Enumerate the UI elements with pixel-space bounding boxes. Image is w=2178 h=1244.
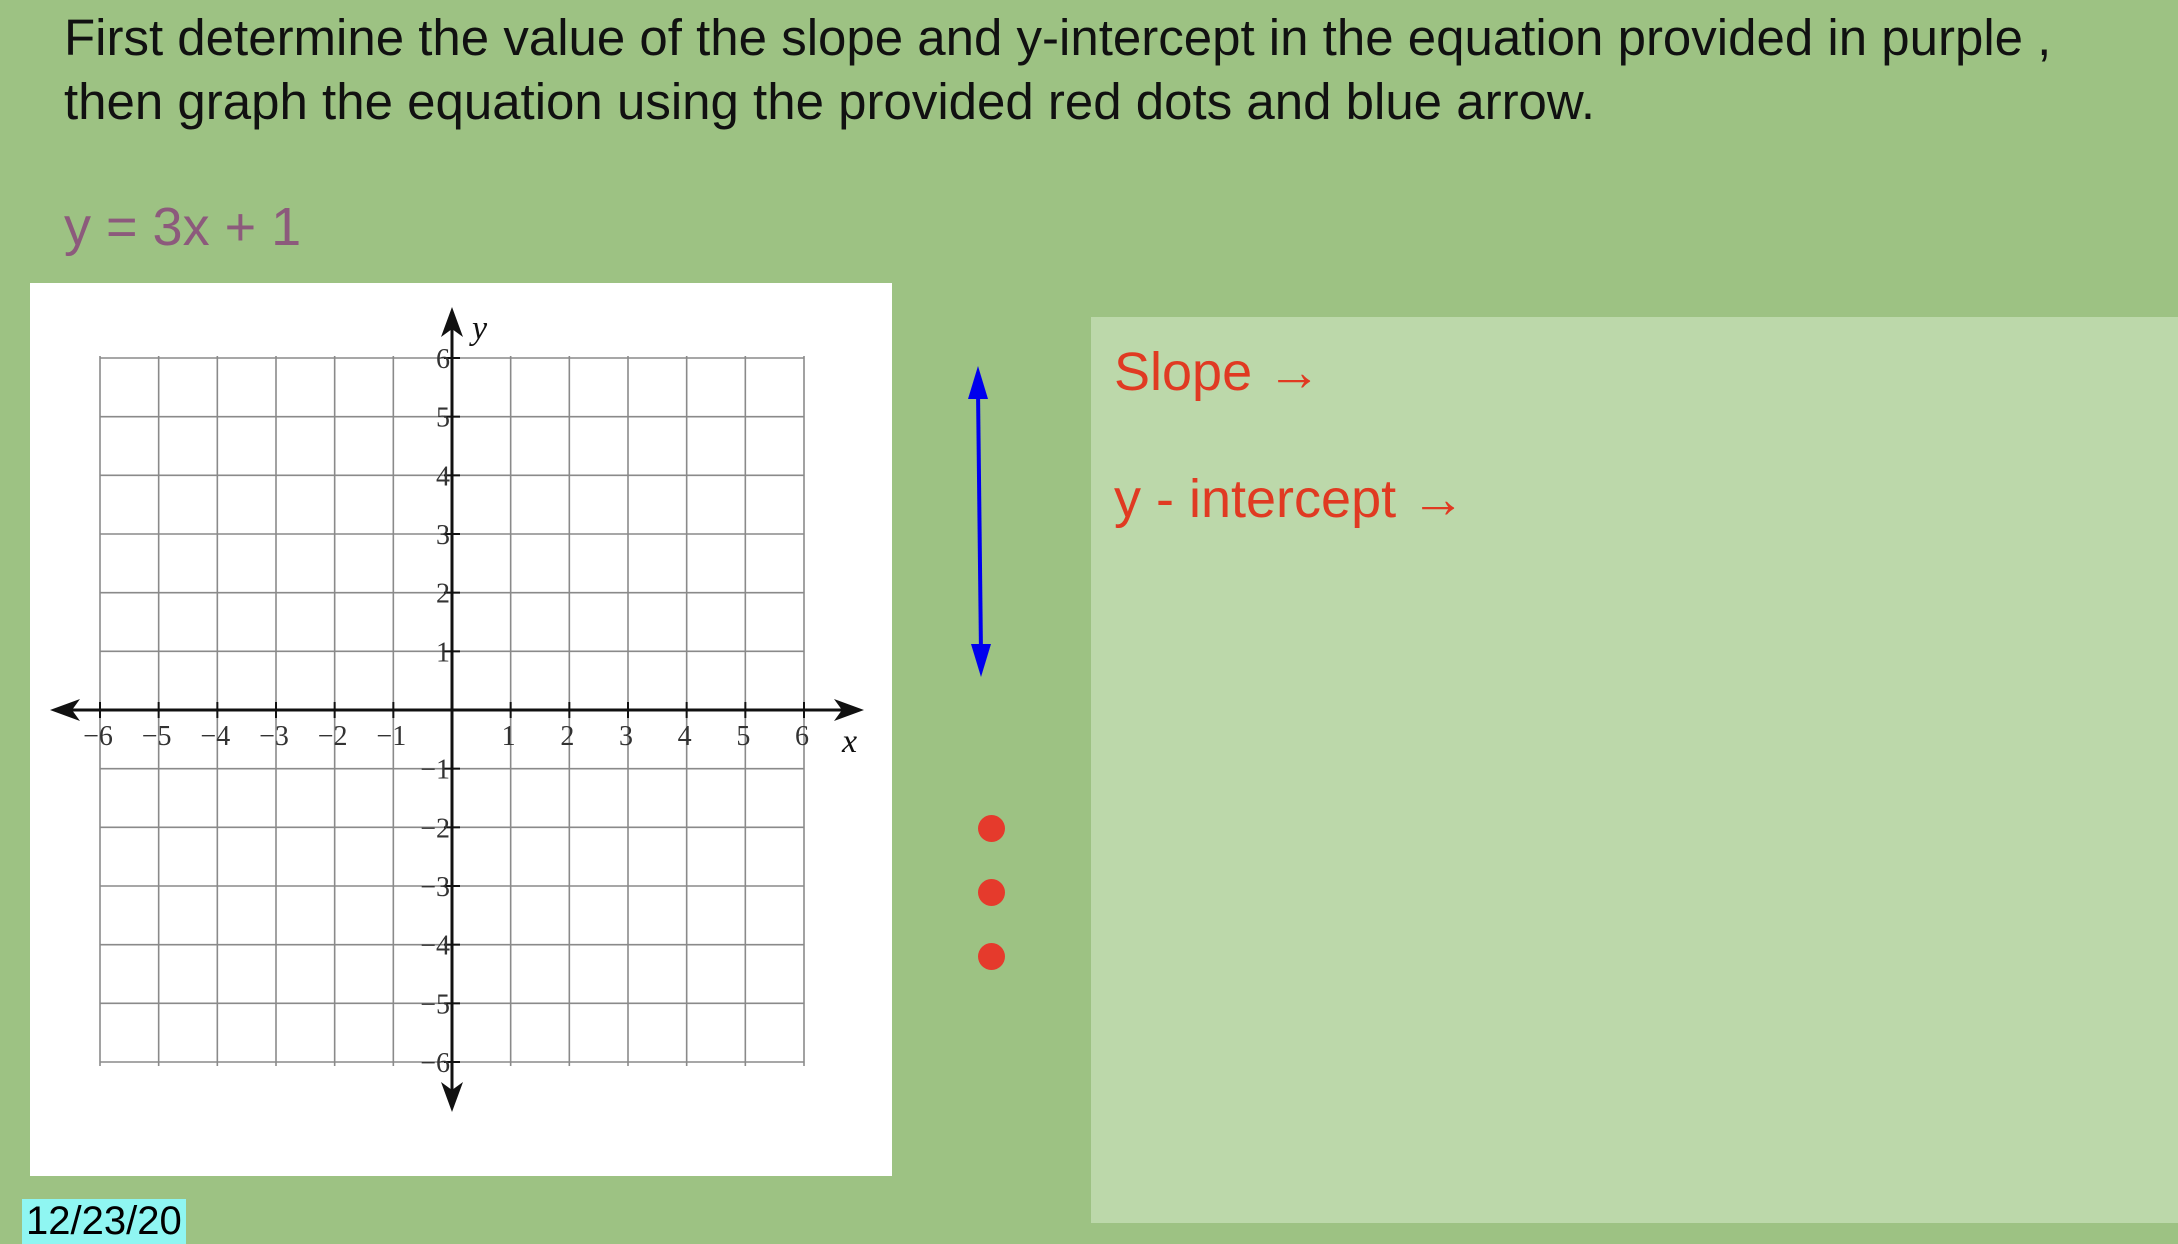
- instructions-line-2: then graph the equation using the provided red dots and blue arrow.: [64, 73, 1596, 130]
- x-tick-label: 1: [501, 721, 516, 752]
- equation-text: y = 3x + 1: [64, 197, 302, 257]
- y-tick-label: −3: [420, 872, 450, 903]
- slope-label: Slope →: [1114, 342, 1322, 402]
- red-dot[interactable]: [978, 815, 1005, 842]
- y-intercept-label: y - intercept →: [1114, 469, 1466, 529]
- y-tick-label: −1: [420, 754, 450, 786]
- x-tick-label: 3: [619, 721, 633, 752]
- y-tick-label: −4: [420, 930, 450, 962]
- x-tick-label: 5: [736, 721, 751, 752]
- y-tick-label: 3: [436, 520, 450, 551]
- y-tick-label: 6: [436, 344, 450, 375]
- instructions: [64, 6, 2164, 134]
- coordinate-grid-svg: [30, 283, 892, 1176]
- x-axis-label: x: [842, 723, 858, 760]
- x-tick-label: −5: [141, 721, 172, 752]
- instructions-line-1: First determine the value of the slope and y-intercept in the equation provided in purple ,: [64, 9, 2052, 66]
- date-badge: 12/23/20: [22, 1199, 186, 1244]
- y-axis-label: y: [472, 310, 488, 347]
- red-dot[interactable]: [978, 879, 1005, 906]
- red-dot[interactable]: [978, 943, 1005, 970]
- x-tick-label: −3: [259, 721, 289, 752]
- x-tick-label: −1: [376, 721, 407, 752]
- y-tick-label: 4: [436, 461, 450, 493]
- y-tick-label: −6: [420, 1048, 450, 1079]
- y-tick-label: 5: [436, 402, 450, 434]
- x-tick-label: −6: [83, 721, 113, 752]
- y-tick-label: 2: [436, 578, 450, 610]
- coordinate-grid[interactable]: [30, 283, 892, 1176]
- x-tick-label: 6: [795, 721, 809, 752]
- y-tick-label: 1: [436, 637, 450, 669]
- blue-arrow-line[interactable]: [955, 362, 1005, 682]
- x-tick-label: 4: [677, 721, 692, 752]
- answer-panel[interactable]: [1091, 317, 2178, 1223]
- x-tick-label: −2: [317, 721, 348, 752]
- x-tick-label: −4: [200, 721, 231, 752]
- x-tick-label: 2: [560, 721, 575, 752]
- y-tick-label: −2: [420, 813, 450, 845]
- y-tick-label: −5: [420, 989, 450, 1021]
